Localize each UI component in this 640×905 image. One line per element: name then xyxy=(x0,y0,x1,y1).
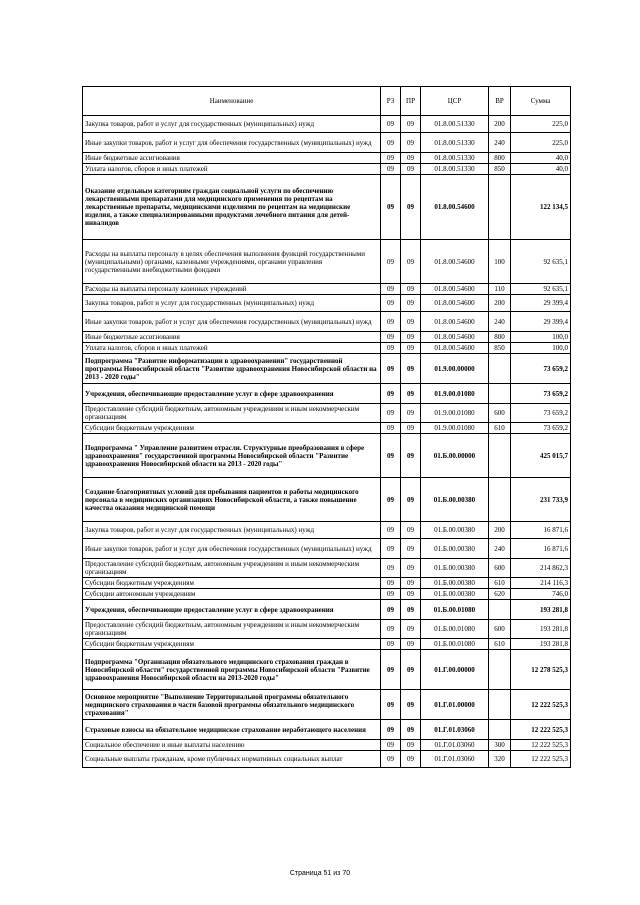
cell-vr: 320 xyxy=(489,751,511,768)
cell-rz: 09 xyxy=(381,343,401,354)
cell-pr: 09 xyxy=(401,240,421,284)
cell-rz: 09 xyxy=(381,354,401,384)
cell-name: Субсидии бюджетным учреждениям xyxy=(83,423,381,434)
cell-csr: 01.9.00.00000 xyxy=(421,354,489,384)
cell-csr: 01.Б.00.00380 xyxy=(421,578,489,589)
cell-vr xyxy=(489,478,511,522)
cell-rz: 09 xyxy=(381,600,401,620)
cell-sum: 214 116,3 xyxy=(511,578,571,589)
cell-pr: 09 xyxy=(401,295,421,312)
table-row xyxy=(83,600,571,620)
cell-vr: 850 xyxy=(489,343,511,354)
table-row xyxy=(83,404,571,423)
table-row xyxy=(83,690,571,720)
cell-vr xyxy=(489,650,511,690)
cell-csr: 01.Б.00.00380 xyxy=(421,559,489,578)
cell-rz: 09 xyxy=(381,589,401,600)
cell-pr: 09 xyxy=(401,164,421,175)
cell-name: Предоставление субсидий бюджетным, автономным учреждениям и иным некоммерческим организациям xyxy=(83,404,381,423)
cell-sum: 12 222 525,3 xyxy=(511,751,571,768)
header-vr: ВР xyxy=(489,87,511,116)
cell-rz: 09 xyxy=(381,740,401,751)
table-body xyxy=(83,116,571,768)
cell-name: Предоставление субсидий бюджетным, автономным учреждениям и иным некоммерческим организациям xyxy=(83,559,381,578)
cell-rz: 09 xyxy=(381,153,401,164)
table-row xyxy=(83,751,571,768)
cell-rz: 09 xyxy=(381,578,401,589)
cell-name: Оказание отдельным категориям граждан социальной услуги по обеспечению лекарственными препаратами для медицинского применения по рецептам на лекарственные препараты, медицинскими изделиями по рецептам на медицинские изделия, а также специализированными продуктами лечебного питания для детей-инвалидов xyxy=(83,175,381,240)
cell-rz: 09 xyxy=(381,751,401,768)
cell-vr: 600 xyxy=(489,620,511,639)
cell-vr: 610 xyxy=(489,578,511,589)
cell-rz: 09 xyxy=(381,175,401,240)
cell-pr: 09 xyxy=(401,404,421,423)
cell-sum: 40,0 xyxy=(511,164,571,175)
cell-rz: 09 xyxy=(381,116,401,133)
cell-vr: 800 xyxy=(489,332,511,343)
cell-pr: 09 xyxy=(401,423,421,434)
cell-pr: 09 xyxy=(401,133,421,153)
cell-vr: 600 xyxy=(489,559,511,578)
table-row xyxy=(83,589,571,600)
cell-sum: 73 659,2 xyxy=(511,384,571,404)
table-row xyxy=(83,434,571,478)
cell-name: Подпрограмма " Управление развитием отрасли. Структурные преобразования в сфере здравоохранения" государственной программы Новосибирской области "Развитие здравоохранения Новосибирской области на 2013 - 2020 годы" xyxy=(83,434,381,478)
cell-rz: 09 xyxy=(381,295,401,312)
cell-pr: 09 xyxy=(401,354,421,384)
cell-vr xyxy=(489,690,511,720)
cell-rz: 09 xyxy=(381,434,401,478)
cell-name: Закупка товаров, работ и услуг для государственных (муниципальных) нужд xyxy=(83,116,381,133)
cell-csr: 01.Б.00.01080 xyxy=(421,600,489,620)
cell-name: Уплата налогов, сборов и иных платежей xyxy=(83,164,381,175)
cell-name: Субсидии бюджетным учреждениям xyxy=(83,578,381,589)
cell-rz: 09 xyxy=(381,720,401,740)
cell-name: Социальные выплаты гражданам, кроме публичных нормативных социальных выплат xyxy=(83,751,381,768)
cell-vr: 850 xyxy=(489,164,511,175)
table-row xyxy=(83,133,571,153)
cell-pr: 09 xyxy=(401,312,421,332)
header-pr: ПР xyxy=(401,87,421,116)
cell-sum: 214 862,3 xyxy=(511,559,571,578)
cell-name: Учреждения, обеспечивающие предоставление услуг в сфере здравоохранения xyxy=(83,384,381,404)
cell-name: Иные закупки товаров, работ и услуг для обеспечения государственных (муниципальных) нужд xyxy=(83,539,381,559)
cell-name: Страховые взносы на обязательное медицинское страхование неработающего населения xyxy=(83,720,381,740)
table-row xyxy=(83,384,571,404)
cell-pr: 09 xyxy=(401,522,421,539)
cell-rz: 09 xyxy=(381,620,401,639)
table-row xyxy=(83,153,571,164)
table-row xyxy=(83,343,571,354)
cell-csr: 01.8.00.51330 xyxy=(421,116,489,133)
cell-sum: 16 871,6 xyxy=(511,539,571,559)
table-row xyxy=(83,578,571,589)
cell-pr: 09 xyxy=(401,589,421,600)
cell-sum: 100,0 xyxy=(511,343,571,354)
cell-vr: 240 xyxy=(489,539,511,559)
cell-vr: 800 xyxy=(489,153,511,164)
cell-csr: 01.Г.00.00000 xyxy=(421,650,489,690)
cell-csr: 01.8.00.54600 xyxy=(421,240,489,284)
cell-sum: 29 399,4 xyxy=(511,295,571,312)
cell-name: Подпрограмма "Развитие информатизации в здравоохранении" государственной программы Новосибирской области "Развитие здравоохранения Новосибирской области на 2013 - 2020 годы" xyxy=(83,354,381,384)
cell-csr: 01.Б.00.01080 xyxy=(421,620,489,639)
table-row xyxy=(83,164,571,175)
table-row xyxy=(83,332,571,343)
cell-sum: 100,0 xyxy=(511,332,571,343)
cell-name: Основное мероприятие "Выполнение Территориальной программы обязательного медицинского страхования в части базовой программы обязательного медицинского страхования" xyxy=(83,690,381,720)
header-name: Наименование xyxy=(83,87,381,116)
cell-name: Расходы на выплаты персоналу казенных учреждений xyxy=(83,284,381,295)
cell-vr xyxy=(489,384,511,404)
cell-name: Подпрограмма "Организация обязательного медицинского страхования граждан в Новосибирской области" государственной программы Новосибирской области "Развитие здравоохранения Новосибирской области на 2013-2020 годы" xyxy=(83,650,381,690)
cell-vr: 200 xyxy=(489,522,511,539)
cell-csr: 01.Б.00.00380 xyxy=(421,478,489,522)
cell-pr: 09 xyxy=(401,620,421,639)
cell-pr: 09 xyxy=(401,751,421,768)
cell-name: Иные закупки товаров, работ и услуг для обеспечения государственных (муниципальных) нужд xyxy=(83,133,381,153)
cell-rz: 09 xyxy=(381,404,401,423)
cell-pr: 09 xyxy=(401,559,421,578)
cell-sum: 193 281,8 xyxy=(511,639,571,650)
cell-name: Субсидии бюджетным учреждениям xyxy=(83,639,381,650)
cell-sum: 193 281,8 xyxy=(511,620,571,639)
table-row xyxy=(83,522,571,539)
cell-sum: 92 635,1 xyxy=(511,284,571,295)
cell-name: Субсидии автономным учреждениям xyxy=(83,589,381,600)
cell-pr: 09 xyxy=(401,600,421,620)
budget-table xyxy=(82,86,571,768)
cell-vr: 200 xyxy=(489,116,511,133)
table-row xyxy=(83,240,571,284)
table-row xyxy=(83,650,571,690)
cell-name: Иные закупки товаров, работ и услуг для обеспечения государственных (муниципальных) нужд xyxy=(83,312,381,332)
cell-sum: 73 659,2 xyxy=(511,423,571,434)
cell-name: Создание благоприятных условий для пребывания пациентов и работы медицинского персонала в медицинских организациях Новосибирской области, а также повышение качества оказания медицинской помощи xyxy=(83,478,381,522)
cell-pr: 09 xyxy=(401,384,421,404)
cell-name: Закупка товаров, работ и услуг для государственных (муниципальных) нужд xyxy=(83,295,381,312)
cell-pr: 09 xyxy=(401,153,421,164)
table-row xyxy=(83,295,571,312)
cell-sum: 425 015,7 xyxy=(511,434,571,478)
cell-sum: 746,0 xyxy=(511,589,571,600)
cell-pr: 09 xyxy=(401,175,421,240)
cell-name: Расходы на выплаты персоналу в целях обеспечения выполнения функций государственными (муниципальными) органами, казенными учреждениями, органами управления государственными внебюджетными фондами xyxy=(83,240,381,284)
cell-rz: 09 xyxy=(381,639,401,650)
cell-rz: 09 xyxy=(381,284,401,295)
table-row xyxy=(83,354,571,384)
cell-pr: 09 xyxy=(401,478,421,522)
cell-name: Уплата налогов, сборов и иных платежей xyxy=(83,343,381,354)
cell-vr: 100 xyxy=(489,240,511,284)
cell-csr: 01.Г.01.03060 xyxy=(421,740,489,751)
table-row xyxy=(83,639,571,650)
cell-rz: 09 xyxy=(381,478,401,522)
cell-csr: 01.9.00.01080 xyxy=(421,404,489,423)
table-row xyxy=(83,478,571,522)
table-row xyxy=(83,720,571,740)
cell-vr xyxy=(489,720,511,740)
cell-csr: 01.8.00.51330 xyxy=(421,164,489,175)
cell-sum: 73 659,2 xyxy=(511,404,571,423)
cell-rz: 09 xyxy=(381,332,401,343)
table-row xyxy=(83,284,571,295)
page-number: Страница 51 из 70 xyxy=(289,870,351,877)
cell-vr: 110 xyxy=(489,284,511,295)
cell-csr: 01.Б.00.00380 xyxy=(421,589,489,600)
cell-csr: 01.8.00.54600 xyxy=(421,332,489,343)
table-row xyxy=(83,423,571,434)
cell-name: Иные бюджетные ассигнования xyxy=(83,332,381,343)
cell-sum: 12 222 525,3 xyxy=(511,720,571,740)
table-row xyxy=(83,175,571,240)
cell-vr: 620 xyxy=(489,589,511,600)
cell-vr: 240 xyxy=(489,312,511,332)
cell-name: Учреждения, обеспечивающие предоставление услуг в сфере здравоохранения xyxy=(83,600,381,620)
cell-csr: 01.Г.01.00000 xyxy=(421,690,489,720)
table-row xyxy=(83,116,571,133)
cell-sum: 122 134,5 xyxy=(511,175,571,240)
cell-pr: 09 xyxy=(401,740,421,751)
cell-rz: 09 xyxy=(381,423,401,434)
cell-rz: 09 xyxy=(381,312,401,332)
budget-table-container xyxy=(82,86,570,768)
cell-csr: 01.8.00.54600 xyxy=(421,343,489,354)
cell-pr: 09 xyxy=(401,690,421,720)
cell-pr: 09 xyxy=(401,434,421,478)
cell-csr: 01.8.00.54600 xyxy=(421,284,489,295)
cell-vr xyxy=(489,175,511,240)
cell-vr: 240 xyxy=(489,133,511,153)
table-row xyxy=(83,539,571,559)
cell-csr: 01.Б.00.00380 xyxy=(421,539,489,559)
table-header-row xyxy=(83,87,571,116)
cell-csr: 01.9.00.01080 xyxy=(421,423,489,434)
cell-pr: 09 xyxy=(401,343,421,354)
cell-pr: 09 xyxy=(401,116,421,133)
cell-csr: 01.8.00.51330 xyxy=(421,133,489,153)
cell-rz: 09 xyxy=(381,164,401,175)
cell-sum: 40,0 xyxy=(511,153,571,164)
cell-vr: 610 xyxy=(489,639,511,650)
cell-sum: 225,0 xyxy=(511,116,571,133)
cell-sum: 16 871,6 xyxy=(511,522,571,539)
cell-rz: 09 xyxy=(381,240,401,284)
cell-csr: 01.Б.00.00380 xyxy=(421,522,489,539)
header-sum: Сумма xyxy=(511,87,571,116)
cell-rz: 09 xyxy=(381,650,401,690)
cell-rz: 09 xyxy=(381,559,401,578)
cell-name: Социальное обеспечение и иные выплаты населению xyxy=(83,740,381,751)
header-csr: ЦСР xyxy=(421,87,489,116)
cell-sum: 29 399,4 xyxy=(511,312,571,332)
cell-csr: 01.8.00.54600 xyxy=(421,175,489,240)
cell-csr: 01.8.00.54600 xyxy=(421,295,489,312)
cell-sum: 12 222 525,3 xyxy=(511,740,571,751)
cell-rz: 09 xyxy=(381,690,401,720)
cell-sum: 225,0 xyxy=(511,133,571,153)
cell-csr: 01.8.00.54600 xyxy=(421,312,489,332)
cell-vr: 600 xyxy=(489,404,511,423)
cell-vr: 200 xyxy=(489,295,511,312)
cell-pr: 09 xyxy=(401,639,421,650)
cell-vr: 610 xyxy=(489,423,511,434)
cell-vr: 300 xyxy=(489,740,511,751)
header-rz: РЗ xyxy=(381,87,401,116)
cell-pr: 09 xyxy=(401,578,421,589)
table-row xyxy=(83,559,571,578)
cell-rz: 09 xyxy=(381,522,401,539)
table-row xyxy=(83,312,571,332)
table-row xyxy=(83,620,571,639)
cell-vr xyxy=(489,600,511,620)
cell-name: Предоставление субсидий бюджетным, автономным учреждениям и иным некоммерческим организациям xyxy=(83,620,381,639)
cell-name: Закупка товаров, работ и услуг для государственных (муниципальных) нужд xyxy=(83,522,381,539)
cell-pr: 09 xyxy=(401,539,421,559)
cell-pr: 09 xyxy=(401,284,421,295)
cell-rz: 09 xyxy=(381,384,401,404)
cell-sum: 231 733,9 xyxy=(511,478,571,522)
cell-vr xyxy=(489,434,511,478)
cell-sum: 12 278 525,3 xyxy=(511,650,571,690)
cell-csr: 01.9.00.01080 xyxy=(421,384,489,404)
cell-pr: 09 xyxy=(401,720,421,740)
cell-sum: 193 281,8 xyxy=(511,600,571,620)
cell-csr: 01.Б.00.00000 xyxy=(421,434,489,478)
cell-csr: 01.8.00.51330 xyxy=(421,153,489,164)
cell-csr: 01.Г.01.03060 xyxy=(421,751,489,768)
cell-sum: 73 659,2 xyxy=(511,354,571,384)
cell-csr: 01.Б.00.01080 xyxy=(421,639,489,650)
cell-vr xyxy=(489,354,511,384)
cell-sum: 12 222 525,3 xyxy=(511,690,571,720)
cell-rz: 09 xyxy=(381,133,401,153)
cell-pr: 09 xyxy=(401,650,421,690)
cell-rz: 09 xyxy=(381,539,401,559)
cell-csr: 01.Г.01.03060 xyxy=(421,720,489,740)
table-row xyxy=(83,740,571,751)
cell-pr: 09 xyxy=(401,332,421,343)
cell-name: Иные бюджетные ассигнования xyxy=(83,153,381,164)
cell-sum: 92 635,1 xyxy=(511,240,571,284)
